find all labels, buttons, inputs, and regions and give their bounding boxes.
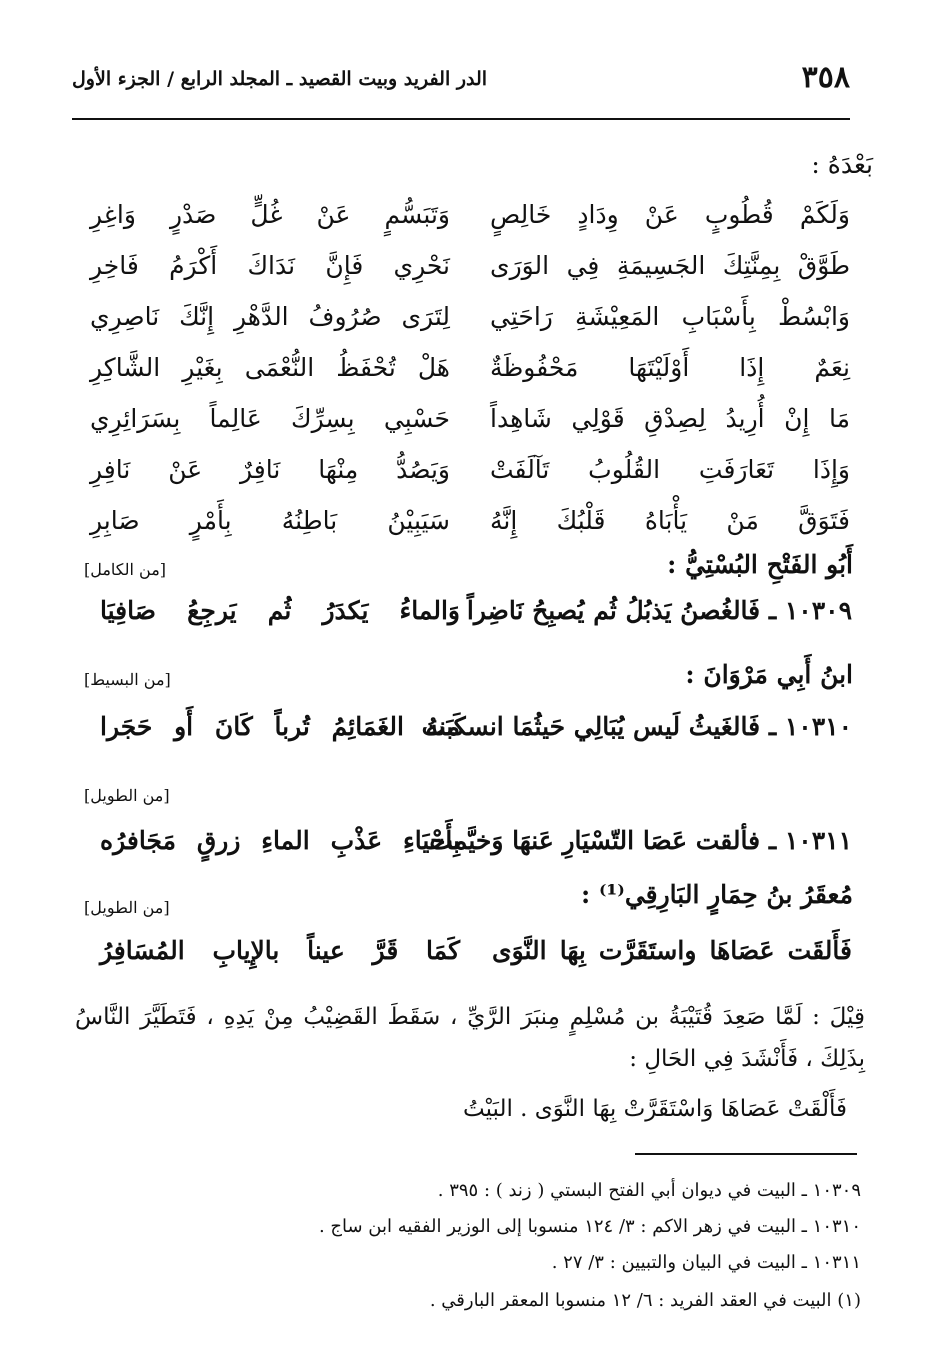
first-hemistich: ١٠٣١٠ ـ فَالغَيثُ لَيس يُبَالِي حَيثُمَا انسكَبَت xyxy=(421,712,852,741)
lead-text: بَعْدَهُ : xyxy=(811,150,873,179)
prose-paragraph: قِيْلَ : لَمَّا صَعِدَ قُتَيْبَةُ بن مُسْلِمٍ مِنبَرَ الرَّيِّ ، سَقَطَ القَضِيْبُ مِنْ يَدِهِ ، فَتَطَيَّرَ النَّاسُ بِذَلِكَ ، فَأَنْشَدَ فِي الحَالِ : xyxy=(75,1004,865,1072)
second-hemistich: وَيَصُدُّ مِنْهَا نَافِرٌ عَنْ نَافِرِ xyxy=(90,455,450,484)
footnote-rule xyxy=(635,1153,857,1155)
second-hemistich: حَسْبِي بِسِرِّكَ عَالِماً بِسَرَائِرِي xyxy=(90,404,450,433)
first-hemistich: فَأَلقَت عَصَاهَا واستَقَرَّت بِهَا النَّوَى xyxy=(492,936,852,965)
second-hemistich: نَحْرِي فَإِنَّ نَدَاكَ أَكْرَمُ فَاخِرِ xyxy=(90,251,450,280)
meter-label: [من الطويل] xyxy=(84,898,170,917)
first-hemistich: ١٠٣٠٩ ـ فَالغُصنُ يَذبُلُ ثُم يُصبِحُ نَاضِراً xyxy=(466,596,852,625)
numbered-verse xyxy=(100,712,852,762)
poet-name: أَبُو الفَتْحِ البُسْتِيُّ : xyxy=(667,550,853,579)
footnote: ١٠٣٠٩ ـ البيت في ديوان أبي الفتح البستي ( زند ) : ٣٩٥ . xyxy=(437,1180,861,1201)
first-hemistich: مَا إِنْ أُرِيدُ لِصِدْقِ قَوْلِي شَاهِداً xyxy=(490,404,850,433)
poem-line xyxy=(90,200,850,251)
second-hemistich: وَالماءُ يَكدَرُ ثُم يَرجِعُ صَافِيَا xyxy=(100,596,460,625)
second-hemistich: سَيَبِيْنُ بَاطِنُهُ بِأَمْرٍ صَابِرِ xyxy=(90,506,450,535)
numbered-verse xyxy=(100,596,852,646)
header-rule xyxy=(72,118,850,120)
poem-line xyxy=(90,404,850,455)
poet-name: مُعقَرُ بنُ حِمَارٍ البَارِقِي⁽¹⁾ : xyxy=(581,880,853,909)
running-title: الدر الفريد وبيت القصيد ـ المجلد الرابع / الجزء الأول xyxy=(72,68,488,90)
poem-line xyxy=(90,251,850,302)
prose-verse-line: فَأَلْقَتْ عَصَاهَا وَاسْتَقَرَّتْ بِهَا النَّوَى . البَيْتُ xyxy=(462,1096,847,1122)
page-number: ٣٥٨ xyxy=(801,60,850,95)
footnote: ١٠٣١٠ ـ البيت في زهر الاكم : ٣/ ١٢٤ منسوبا إلى الوزير الفقيه ابن ساج . xyxy=(318,1216,861,1237)
meter-label: [من الطويل] xyxy=(84,786,170,805)
numbered-verse xyxy=(100,826,852,876)
poem-line xyxy=(90,353,850,404)
second-hemistich: وَتَبَسُّمٍ عَنْ غُلٍّ صَدْرٍ وَاغِرِ xyxy=(90,200,450,229)
meter-label: [من الكامل] xyxy=(84,560,167,579)
poem-line xyxy=(90,455,850,506)
first-hemistich: نِعَمٌ إِذَا أَوْلَيْتَهَا مَحْفُوظَةٌ xyxy=(490,353,850,382)
poet-name: ابنُ أَبِي مَرْوَانَ : xyxy=(685,660,853,689)
first-hemistich: وَإِذَا تَعَارَفَتِ القُلُوبُ تَآلَفَتْ xyxy=(490,455,850,484)
poem-line xyxy=(90,302,850,353)
first-hemistich: وَلَكَمْ قُطُوبٍ عَنْ وِدَادٍ خَالِصٍ xyxy=(490,200,850,229)
verse xyxy=(100,936,852,986)
page-header xyxy=(72,60,850,104)
second-hemistich: لِتَرَى صُرُوفُ الدَّهْرِ إِنَّكَ نَاصِرِي xyxy=(90,302,450,331)
poem-block xyxy=(90,200,850,557)
footnote: (١) البيت في العقد الفريد : ٦/ ١٢ منسوبا المعقر البارقي . xyxy=(429,1290,861,1311)
first-hemistich: طَوَّقْ بِمِنَّتِكَ الجَسِيمَةِ فِي الوَرَى xyxy=(490,251,850,280)
footnote: ١٠٣١١ ـ البيت في البيان والتبيين : ٣/ ٢٧ . xyxy=(551,1252,861,1273)
meter-label: [من البسيط] xyxy=(84,670,171,689)
second-hemistich: منهُ الغَمَائِمُ تُرباً كَانَ أَو حَجَرا xyxy=(100,712,460,741)
second-hemistich: هَلْ تُحْفَظُ النُّعْمَى بِغَيْرِ الشَّاكِرِ xyxy=(90,353,450,382)
first-hemistich: وَابْسُطْ بِأَسْبَابِ المَعِيْشَةِ رَاحَتِي xyxy=(490,302,850,331)
first-hemistich: ١٠٣١١ ـ فألقت عَصَا التّسْيَارِ عَنهَا وَخيَّمت xyxy=(429,826,852,855)
second-hemistich: كَمَا قَرَّ عيناً بالإِيابِ المُسَافِرُ xyxy=(100,936,460,965)
second-hemistich: بِأَحْيَاءِ عَذْبِ الماءِ زرقٍ مَجَافرُه xyxy=(100,826,460,855)
first-hemistich: فَتَوَقَّ مَنْ يَأْبَاهُ قَلْبُكَ إِنَّهُ xyxy=(490,506,850,535)
